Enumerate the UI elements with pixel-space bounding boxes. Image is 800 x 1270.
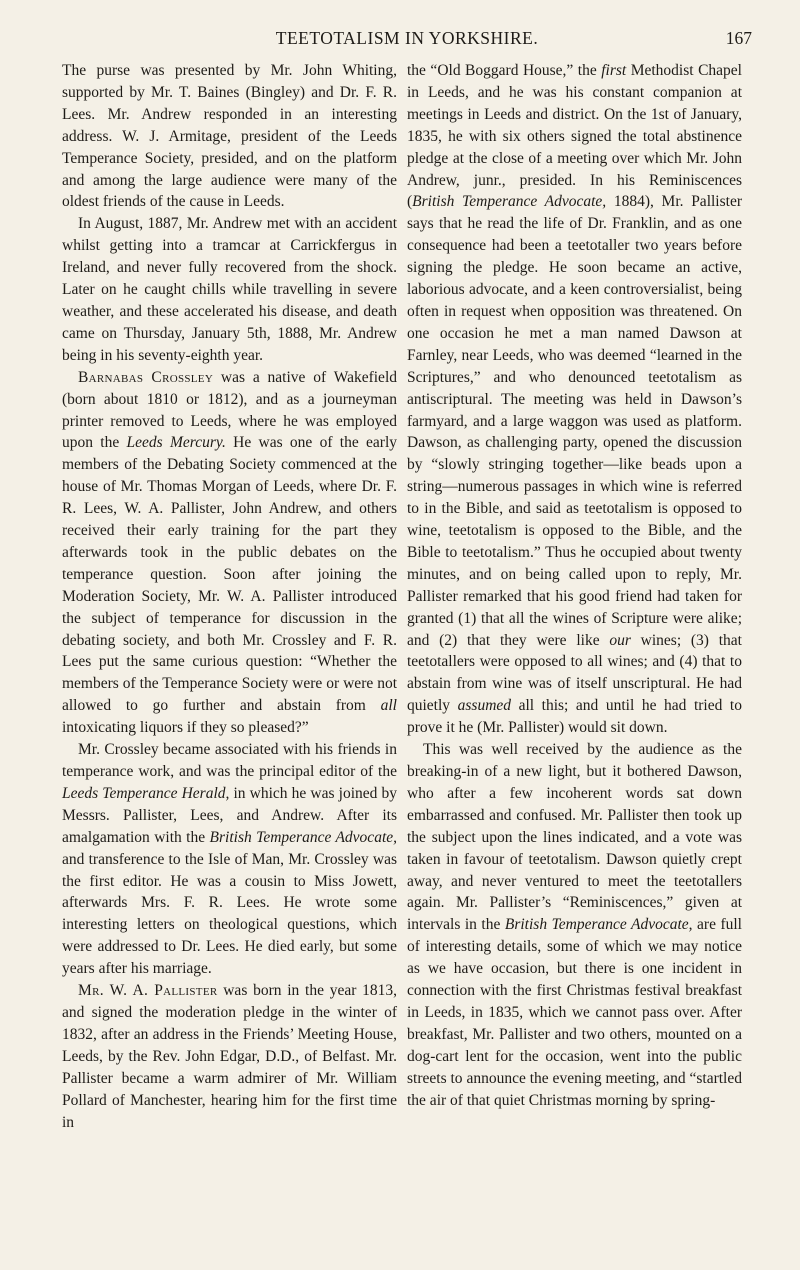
entry-name-crossley: Barnabas Crossley: [78, 368, 214, 386]
text-run: in which he was joined by Messrs. Pallister, Lees, and Andrew. After its amalgamation with the: [62, 784, 397, 846]
paragraph-purse-presentation: The purse was presented by Mr. John Whiting, supported by Mr. T. Baines (Bingley) and Dr. F. R. Lees. Mr. Andrew responded in an interesting address. W. J. Armitage, president of the Leeds Temperance Society, presided, and on the platform and among the large audience were many of the oldest friends of the cause in Leeds.: [62, 62, 397, 211]
text-run: This was well received by the audience as the breaking-in of a new light, but it bothered Dawson, who after a few incoherent words sat down embarrassed and confused. Mr. Pallister then took up the subject upon the lines indicated, and a vote was taken in favour of teetotalism. Dawson quietly crept away, and never ventured to meet the teetotallers again. Mr. Pallister’s “Reminiscences,” given at intervals in the: [407, 741, 742, 934]
text-run: are full of interesting details, some of which we may notice as we have occasion, but there is one incident in connection with the first Christmas festival breakfast in Leeds, in 1835, which we cannot pass over. After breakfast, Mr. Pallister and two others, mounted on a dog-cart lent for the occasion, went into the public streets to announce the evening meeting, and “startled the air of that quiet Christmas morning by spring-: [407, 916, 742, 1109]
paragraph-andrew-accident: In August, 1887, Mr. Andrew met with an accident whilst getting into a tramcar at Carrickfergus in Ireland, and never fully recovered from the shock. Later on he caught chills while travelling in severe weather, and these accelerated his disease, and death came on Thursday, January 5th, 1888, Mr. Andrew being in his seventy-eighth year.: [62, 215, 397, 364]
text-run: 1884), Mr. Pallister says that he read the life of Dr. Franklin, and as one consequence had been a teetotaller two years before signing the pledge. He soon became an active, laborious advocate, and a keen controversialist, being often in request when opposition was threatened. On one occasion he met a man named Dawson at Farnley, near Leeds, who was deemed “learned in the Scriptures,” and who denounced teetotalism as antiscriptural. The meeting was held in Dawson’s farmyard, and a large waggon was used as platform. Dawson, as challenging party, opened the discussion by “slowly stringing together—like beads upon a string—numerous passages in which wine is referred to in the Bible, and said as teetotalism is opposed to wine, teetotalism is opposed to the Bible, and the Bible to teetotalism.” Thus he occupied about twenty minutes, and on being called upon to reply, Mr. Pallister remarked that his good friend had taken for granted (1) that all the wines of Scripture were alike; and (2) that they were like: [407, 193, 742, 649]
text-run: and transference to the Isle of Man, Mr. Crossley was the first editor. He was a cousin to Miss Jowett, afterwards Mrs. F. R. Lees. He wrote some interesting letters on theological questions, which were addressed to Dr. Lees. He died early, but some years after his marriage.: [62, 850, 397, 978]
paragraph-dawson-debate-outcome: [407, 739, 742, 1111]
entry-name-pallister: Mr. W. A. Pallister: [78, 982, 218, 1000]
running-title: TEETOTALISM IN YORKSHIRE.: [275, 28, 539, 48]
text-run: Mr. Crossley became associated with his friends in temperance work, and was the principal editor of the: [62, 741, 397, 780]
running-header: [62, 28, 752, 54]
text-run: wines; (3) that teetotallers were opposed to all wines; and (4) that to abstain from wine was of itself unscriptural. He had quietly: [407, 631, 742, 715]
text-run: He was one of the early members of the Debating Society commenced at the house of Mr. Thomas Morgan of Leeds, where Dr. F. R. Lees, W. A. Pallister, John Andrew, and others received their early training for the part they afterwards took in the public debates on the temperance question. Soon after joining the Moderation Society, Mr. W. A. Pallister introduced the subject of temperance for discussion in the debating society, and both Mr. Crossley and F. R. Lees put the same curious question: “Whether the members of the Temperance Society were or were not allowed to go further and abstain from: [62, 434, 398, 715]
paragraph-crossley-bio: [62, 367, 397, 739]
text-run: intoxicating liquors if they so pleased?”: [62, 719, 309, 737]
left-column: [62, 60, 397, 1133]
page-number: 167: [725, 28, 752, 48]
italic-title-leeds-mercury: Leeds Mercury.: [126, 434, 226, 452]
text-run: the “Old Boggard House,” the: [407, 62, 602, 79]
italic-title-british-temperance-advocate: British Temperance Advocate,: [504, 916, 693, 934]
text-run: all this; and until he had tried to prove it he (Mr. Pallister) would sit down.: [407, 697, 742, 737]
italic-title-british-temperance-advocate: British Temperance Advocate,: [412, 193, 607, 211]
italic-title-leeds-temperance-herald: Leeds Temperance Herald,: [62, 784, 230, 802]
italic-title-british-temperance-advocate: British Temperance Advocate,: [209, 828, 398, 846]
italic-emphasis: all: [380, 697, 397, 715]
italic-emphasis: first: [601, 62, 627, 79]
paragraph-pallister-continued: [407, 60, 742, 739]
paragraph-crossley-editor: [62, 739, 397, 980]
paragraph-pallister-bio: [62, 980, 397, 1133]
text-run: was born in the year 1813, and signed the moderation pledge in the winter of 1832, after an address in the Friends’ Meeting House, Leeds, by the Rev. John Edgar, D.D., of Belfast. Mr. Pallister became a warm admirer of Mr. William Pollard of Manchester, hearing him for the first time in: [62, 982, 397, 1131]
text-run: was a native of Wakefield (born about 1810 or 1812), and as a journeyman printer removed to Leeds, where he was employed upon the: [62, 368, 397, 452]
italic-emphasis: assumed: [457, 697, 512, 715]
right-column: [407, 60, 742, 1112]
text-run: Methodist Chapel in Leeds, and he was his constant companion at meetings in Leeds and district. On the 1st of January, 1835, he with six others signed the total abstinence pledge at the close of a meeting over which Mr. John Andrew, junr., presided. In his Reminiscences (: [407, 62, 742, 211]
italic-emphasis: our: [609, 631, 631, 649]
